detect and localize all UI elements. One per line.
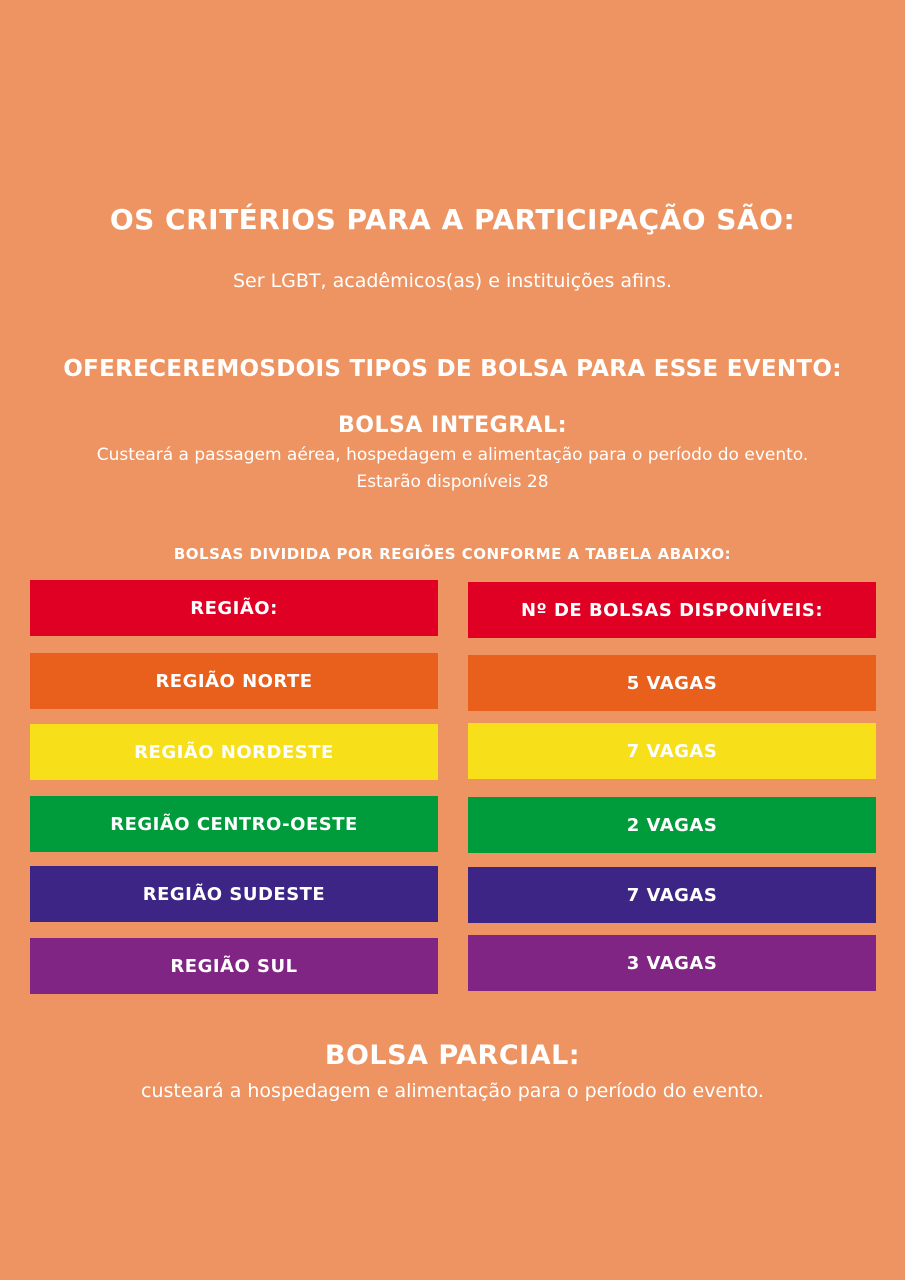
table-cell-region-nordeste: REGIÃO NORDESTE	[30, 724, 438, 780]
table-cell-region-norte: REGIÃO NORTE	[30, 653, 438, 709]
table-cell-vacancies-sudeste: 7 VAGAS	[468, 867, 876, 923]
table-cell-region-sudeste: REGIÃO SUDESTE	[30, 866, 438, 922]
table-cell-vacancies-nordeste: 7 VAGAS	[468, 723, 876, 779]
offer-title: OFERECEREMOSDOIS TIPOS DE BOLSA PARA ESSE EVENTO:	[63, 356, 842, 382]
integral-description: Custeará a passagem aérea, hospedagem e alimentação para o período do evento.	[96, 445, 809, 465]
parcial-title: BOLSA PARCIAL:	[324, 1040, 581, 1071]
table-header-region: REGIÃO:	[30, 580, 438, 636]
table-cell-vacancies-norte: 5 VAGAS	[468, 655, 876, 711]
criteria-title: OS CRITÉRIOS PARA A PARTICIPAÇÃO SÃO:	[109, 203, 796, 236]
parcial-description: custeará a hospedagem e alimentação para o período do evento.	[141, 1080, 764, 1102]
integral-title: BOLSA INTEGRAL:	[338, 413, 567, 438]
table-header-vacancies: Nº DE BOLSAS DISPONÍVEIS:	[468, 582, 876, 638]
table-cell-region-centro-oeste: REGIÃO CENTRO-OESTE	[30, 796, 438, 852]
table-caption: BOLSAS DIVIDIDA POR REGIÕES CONFORME A TABELA ABAIXO:	[173, 545, 732, 563]
criteria-text: Ser LGBT, acadêmicos(as) e instituições afins.	[232, 270, 672, 292]
table-cell-vacancies-sul: 3 VAGAS	[468, 935, 876, 991]
table-cell-region-sul: REGIÃO SUL	[30, 938, 438, 994]
table-cell-vacancies-centro-oeste: 2 VAGAS	[468, 797, 876, 853]
integral-count: Estarão disponíveis 28	[356, 472, 549, 492]
